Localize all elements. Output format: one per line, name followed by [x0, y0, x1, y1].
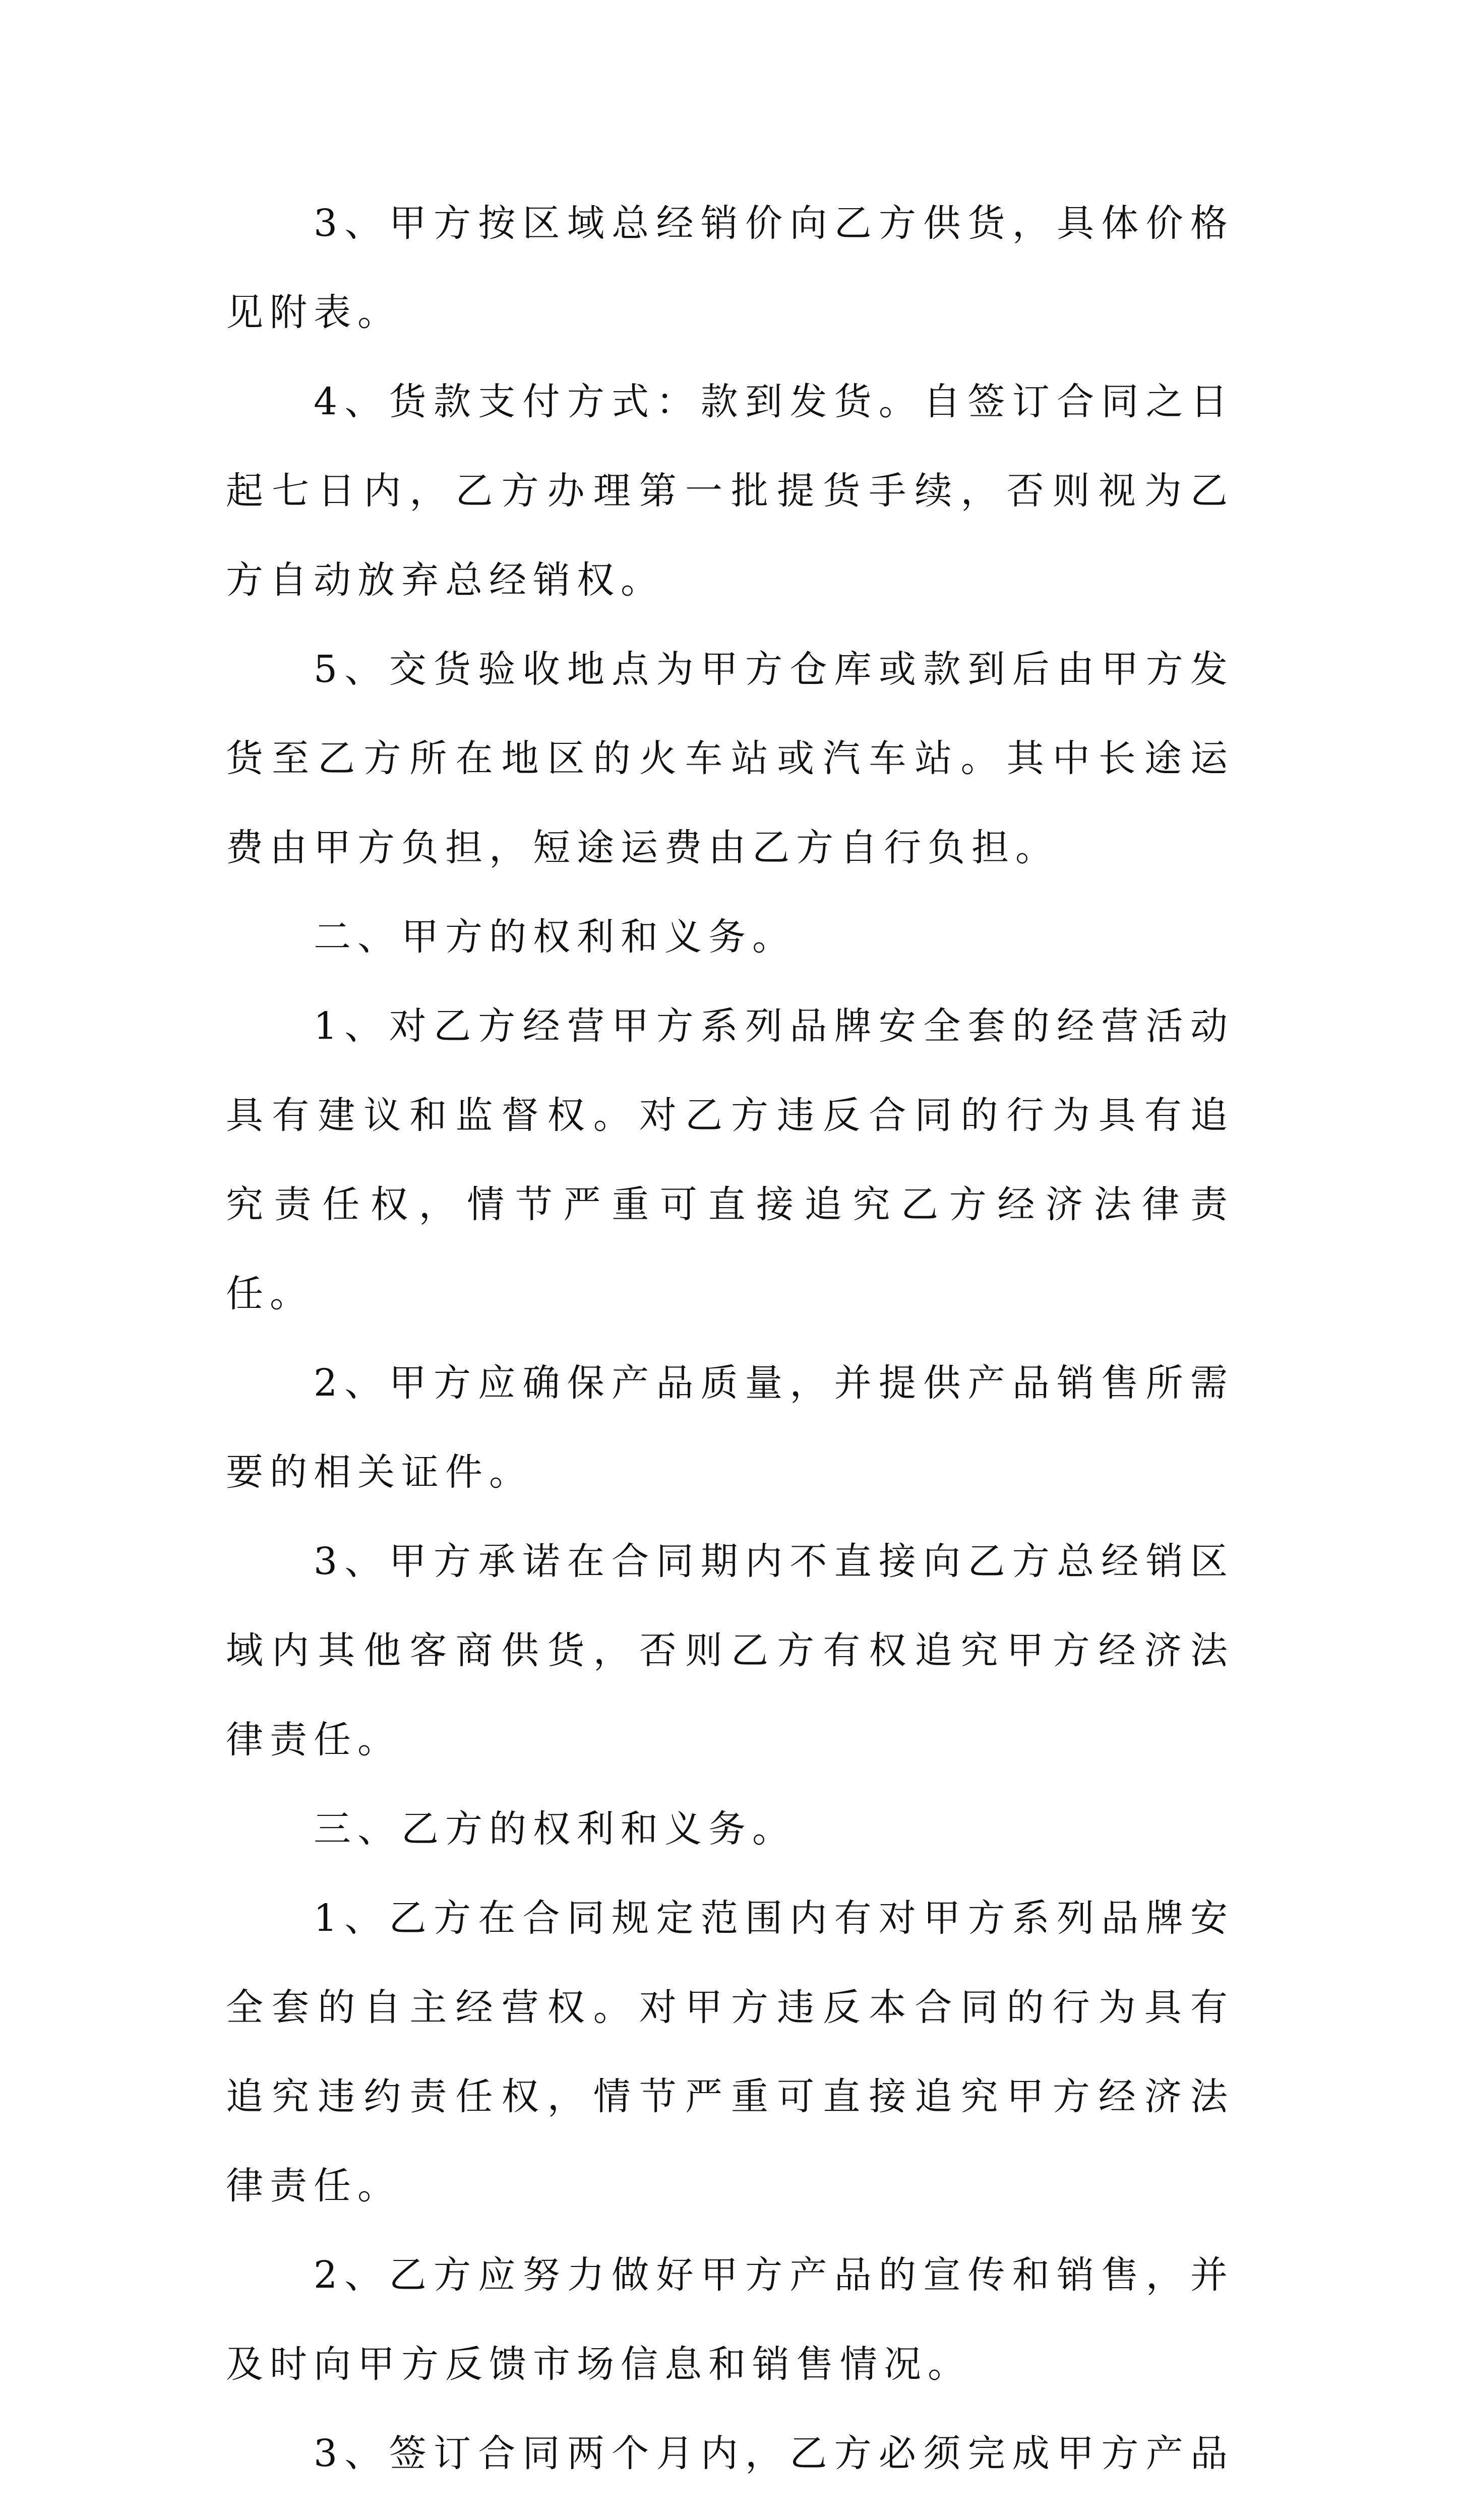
document-body [226, 179, 1234, 2520]
section-heading-party-b: 三、乙方的权利和义务。 [314, 1807, 796, 1851]
paragraph-supply-price: 3、甲方按区域总经销价向乙方供货，具体价格见附表。 [226, 202, 1234, 334]
paragraph-party-a-quality: 2、甲方应确保产品质量，并提供产品销售所需要的相关证件。 [226, 1361, 1234, 1494]
paragraph-party-b-rights: 1、乙方在合同规定范围内有对甲方系列品牌安全套的自主经营权。对甲方违反本合同的行为具有追究违约责任权，情节严重可直接追究甲方经济法律责任。 [226, 1897, 1234, 2208]
paragraph-party-a-exclusivity: 3、甲方承诺在合同期内不直接向乙方总经销区域内其他客商供货，否则乙方有权追究甲方经济法律责任。 [226, 1540, 1234, 1761]
paragraph-party-b-promotion: 2、乙方应努力做好甲方产品的宣传和销售，并及时向甲方反馈市场信息和销售情况。 [226, 2253, 1234, 2386]
paragraph-party-a-supervision: 1、对乙方经营甲方系列品牌安全套的经营活动具有建议和监督权。对乙方违反合同的行为具有追究责任权，情节严重可直接追究乙方经济法律责任。 [226, 1004, 1234, 1315]
paragraph-party-b-distribution: 3、签订合同两个月内，乙方必须完成甲方产品 [314, 2432, 1234, 2475]
paragraph-payment-method: 4、货款支付方式：款到发货。自签订合同之日起七日内，乙方办理第一批提货手续，否则视为乙方自动放弃总经销权。 [226, 380, 1234, 602]
paragraph-delivery-location: 5、交货验收地点为甲方仓库或款到后由甲方发货至乙方所在地区的火车站或汽车站。其中长途运费由甲方负担，短途运费由乙方自行负担。 [226, 648, 1234, 869]
section-heading-party-a: 二、甲方的权利和义务。 [314, 915, 796, 959]
